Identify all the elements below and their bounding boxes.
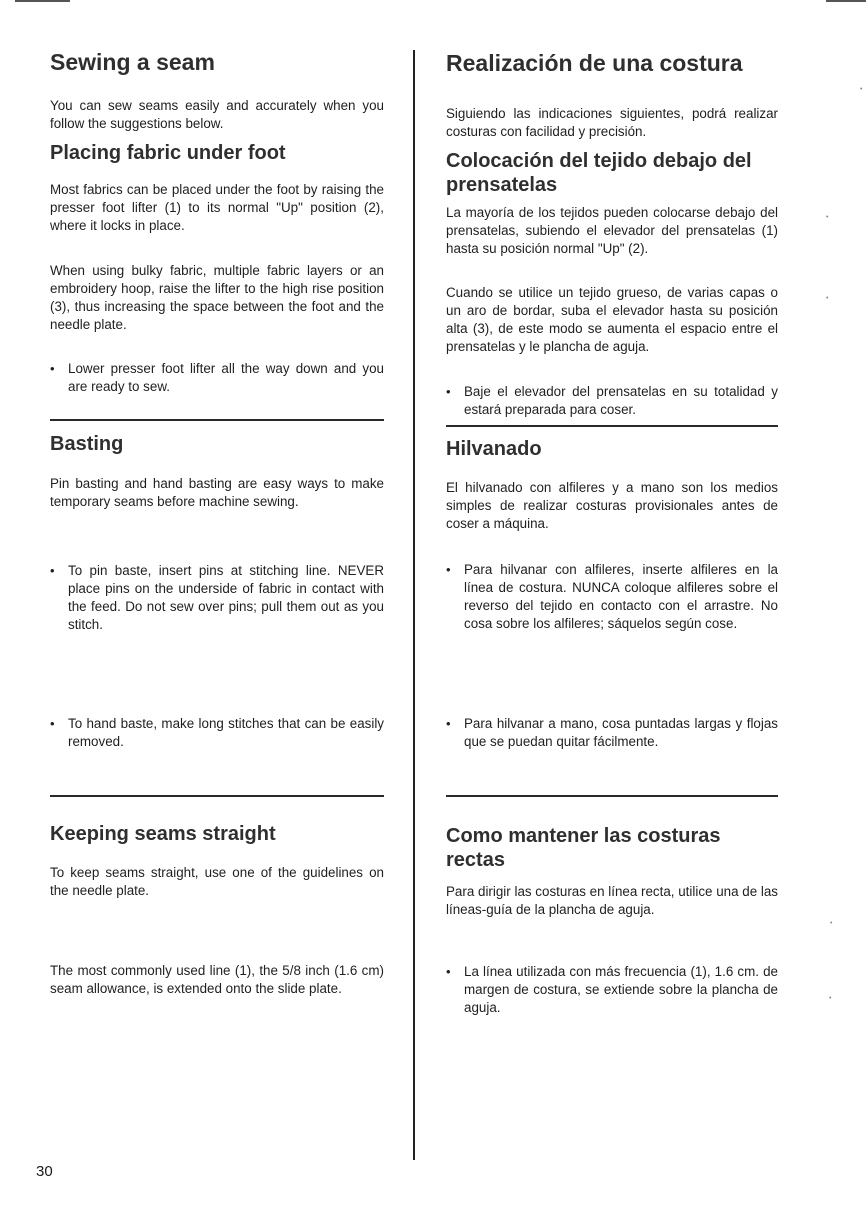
margin-speck: • [830, 920, 833, 927]
mantener-title: Como mantener las costuras rectas [446, 825, 721, 871]
mantener-para-1: Para dirigir las costuras en línea recta, utilice una de las líneas-guía de la plancha de aguja. [446, 884, 778, 917]
column-divider [413, 50, 415, 1160]
page-number: 30 [36, 1163, 53, 1180]
placing-fabric-para-1: Most fabrics can be placed under the foot by raising the presser foot lifter (1) to its normal "Up" position (2), where it locks in place. [50, 182, 384, 233]
section-rule [50, 419, 384, 421]
top-edge-mark-right [826, 0, 866, 2]
top-edge-mark-left [15, 0, 70, 2]
keeping-seams-para-1: To keep seams straight, use one of the guidelines on the needle plate. [50, 865, 384, 898]
margin-speck: • [826, 295, 829, 302]
margin-speck: • [826, 214, 829, 221]
hilvanar-alfileres-bullet: • Para hilvanar con alfileres, inserte alfileres en la línea de costura. NUNCA coloque alfileres sobre el reverso del tejido en contacto con el arrastre. No cosa sobre los alfileres; sáquelos según cose. [446, 561, 778, 633]
basting-title: Basting [50, 433, 124, 455]
placing-fabric-title: Placing fabric under foot [50, 142, 286, 164]
realizacion-title: Realización de una costura [446, 50, 743, 76]
colocacion-title: Colocación del tejido debajo del prensatelas [446, 150, 752, 196]
keeping-seams-title: Keeping seams straight [50, 823, 276, 845]
realizacion-intro: Siguiendo las indicaciones siguientes, podrá realizar costuras con facilidad y precisión. [446, 106, 778, 139]
placing-fabric-bullet: • Lower presser foot lifter all the way down and you are ready to sew. [50, 360, 384, 396]
margin-speck: • [860, 86, 863, 93]
colocacion-para-1: La mayoría de los tejidos pueden colocarse debajo del prensatelas, subiendo el elevador del prensatelas (1) hasta su posición normal "Up" (2). [446, 205, 778, 256]
keeping-seams-para-2: The most commonly used line (1), the 5/8 inch (1.6 cm) seam allowance, is extended onto the slide plate. [50, 963, 384, 996]
section-rule [446, 425, 778, 427]
sewing-seam-intro: You can sew seams easily and accurately when you follow the suggestions below. [50, 98, 384, 131]
section-rule [446, 795, 778, 797]
hand-baste-bullet: • To hand baste, make long stitches that can be easily removed. [50, 715, 384, 751]
colocacion-para-2: Cuando se utilice un tejido grueso, de varias capas o un aro de bordar, suba el elevador hasta su posición alta (3), de este modo se aumenta el espacio entre el prensatelas y le plancha de aguja. [446, 285, 778, 354]
hilvanado-title: Hilvanado [446, 438, 542, 460]
hilvanado-para: El hilvanado con alfileres y a mano son los medios simples de realizar costuras provisionales antes de coser a máquina. [446, 480, 778, 531]
section-rule [50, 795, 384, 797]
margin-speck: • [829, 995, 832, 1002]
sewing-seam-title: Sewing a seam [50, 49, 215, 75]
hilvanar-mano-bullet: • Para hilvanar a mano, cosa puntadas largas y flojas que se puedan quitar fácilmente. [446, 715, 778, 751]
pin-baste-bullet: • To pin baste, insert pins at stitching line. NEVER place pins on the underside of fabric in contact with the feed. Do not sew over pins; pull them out as you stitch. [50, 562, 384, 634]
colocacion-bullet: • Baje el elevador del prensatelas en su totalidad y estará preparada para coser. [446, 383, 778, 419]
placing-fabric-para-2: When using bulky fabric, multiple fabric layers or an embroidery hoop, raise the lifter to the high rise position (3), thus increasing the space between the foot and the needle plate. [50, 263, 384, 332]
mantener-bullet: • La línea utilizada con más frecuencia (1), 1.6 cm. de margen de costura, se extiende sobre la plancha de aguja. [446, 963, 778, 1017]
basting-para: Pin basting and hand basting are easy ways to make temporary seams before machine sewing. [50, 476, 384, 509]
